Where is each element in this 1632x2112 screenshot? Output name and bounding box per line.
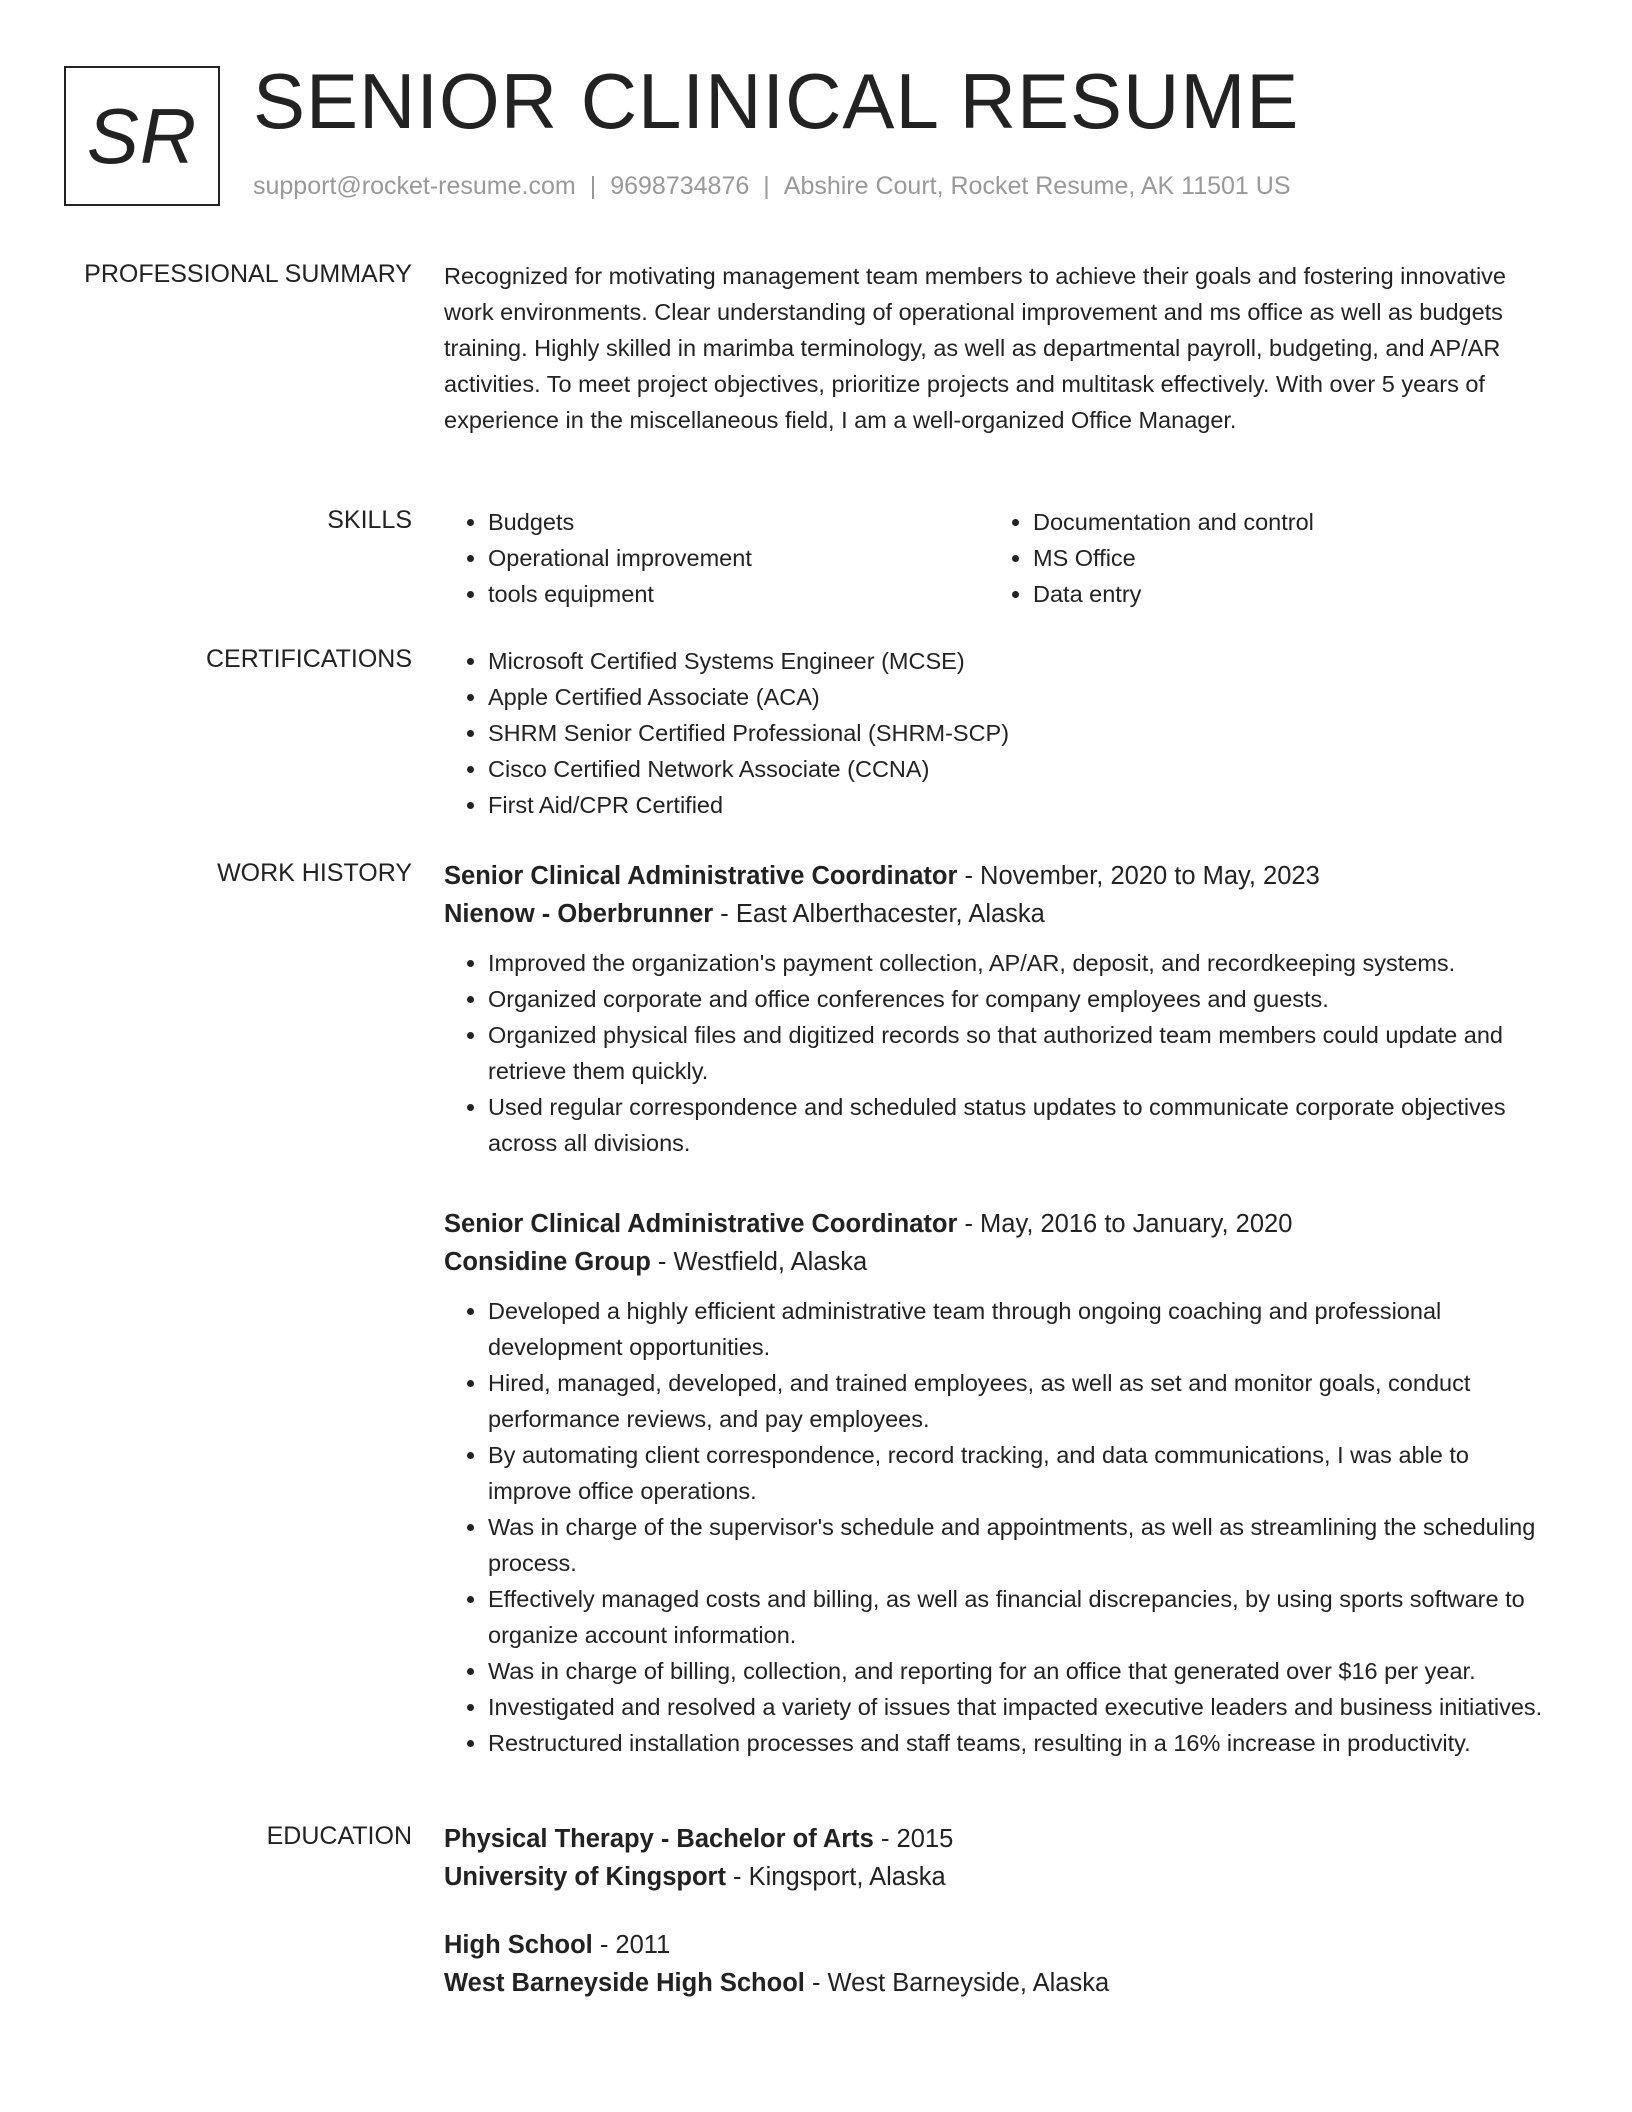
certification-item: • SHRM Senior Certified Professional (SHRM-SCP) [488,715,1559,751]
job-location: - East Alberthacester, Alaska [713,900,1045,928]
education-degree: High School [444,1931,593,1959]
education-school-line [444,1858,1559,1896]
job-bullet: • Improved the organization's payment collection, AP/AR, deposit, and recordkeeping systems. [488,945,1559,981]
certification-item: • Cisco Certified Network Associate (CCNA) [488,751,1559,787]
contact-separator: | [589,172,597,200]
education-body [444,1820,1559,2002]
education-degree-line [444,1926,1559,1964]
job-title-line [444,1205,1559,1243]
job-bullet: • Was in charge of the supervisor's schedule and appointments, as well as streamlining the scheduling process. [488,1509,1559,1581]
section-label-certifications: CERTIFICATIONS [205,645,412,673]
skills-body [444,504,1559,612]
education-entry [444,1926,1559,2002]
skill-item: • MS Office [1033,540,1534,576]
job-title-line [444,857,1559,895]
job-dates: - November, 2020 to May, 2023 [957,862,1320,890]
job-title: Senior Clinical Administrative Coordinator [444,862,958,890]
certification-item: • First Aid/CPR Certified [488,787,1559,823]
resume-title: SENIOR CLINICAL RESUME [253,57,1300,145]
certification-item: • Apple Certified Associate (ACA) [488,679,1559,715]
job-location: - Westfield, Alaska [650,1248,868,1276]
contact-phone[interactable]: 9698734876 [610,172,750,200]
job-company-line [444,1243,1559,1281]
job-company-line [444,895,1559,933]
education-location: - West Barneyside, Alaska [804,1969,1110,1997]
skills-column-2 [989,504,1534,612]
contact-address: Abshire Court, Rocket Resume, AK 11501 US [783,172,1291,200]
job-bullet: • By automating client correspondence, record tracking, and data communications, I was able to improve office operations. [488,1437,1559,1509]
section-label-skills: SKILLS [327,506,412,534]
skill-item: • Data entry [1033,576,1534,612]
contact-separator: | [763,172,770,200]
contact-email[interactable]: support@rocket-resume.com [253,172,576,200]
education-year: - 2015 [873,1825,954,1853]
job-bullet: • Was in charge of billing, collection, and reporting for an office that generated over $16 per year. [488,1653,1559,1689]
education-location: - Kingsport, Alaska [725,1863,946,1891]
education-entry [444,1820,1559,1896]
job-title: Senior Clinical Administrative Coordinator [444,1210,958,1238]
job-dates: - May, 2016 to January, 2020 [957,1210,1293,1238]
education-year: - 2011 [592,1931,671,1959]
education-degree: Physical Therapy - Bachelor of Arts [444,1825,874,1853]
certifications-body [444,643,1559,823]
work-history-body [444,857,1559,1761]
skill-item: • Budgets [488,504,989,540]
section-label-education: EDUCATION [266,1822,412,1850]
job-bullet: • Developed a highly efficient administrative team through ongoing coaching and professional development opportunities. [488,1293,1559,1365]
contact-line [253,172,1291,201]
education-school-line [444,1964,1559,2002]
job-bullet: • Investigated and resolved a variety of issues that impacted executive leaders and business initiatives. [488,1689,1559,1725]
job-bullet: • Organized physical files and digitized records so that authorized team members could update and retrieve them quickly. [488,1017,1559,1089]
job-bullet: • Organized corporate and office conferences for company employees and guests. [488,981,1559,1017]
job-bullet: • Hired, managed, developed, and trained employees, as well as set and monitor goals, conduct performance reviews, and pay employees. [488,1365,1559,1437]
job-bullet-list [444,1293,1559,1761]
summary-body [444,258,1559,438]
section-label-summary: PROFESSIONAL SUMMARY [84,260,412,288]
skill-item: • tools equipment [488,576,989,612]
skill-item: • Documentation and control [1033,504,1534,540]
education-school: West Barneyside High School [444,1969,805,1997]
monogram-text: SR [86,91,198,180]
summary-text: Recognized for motivating management team members to achieve their goals and fostering innovative work environments. Clear understanding of operational improvement and ms office as well as budgets training. Highly skilled in marimba terminology, as well as departmental payroll, budgeting, and AP/AR activities. To meet project objectives, prioritize projects and multitask effectively. With over 5 years of experience in the miscellaneous field, I am a well-organized Office Manager. [444,263,1506,433]
certifications-list [444,643,1559,823]
job-company: Considine Group [444,1248,651,1276]
skill-item: • Operational improvement [488,540,989,576]
education-school: University of Kingsport [444,1863,726,1891]
skills-column-1 [444,504,989,612]
job-company: Nienow - Oberbrunner [444,900,714,928]
job-bullet-list [444,945,1559,1161]
monogram-logo [64,66,220,206]
job-bullet: • Effectively managed costs and billing, as well as financial discrepancies, by using sports software to organize account information. [488,1581,1559,1653]
education-degree-line [444,1820,1559,1858]
certification-item: • Microsoft Certified Systems Engineer (MCSE) [488,643,1559,679]
job-entry [444,857,1559,1161]
section-label-work-history: WORK HISTORY [217,859,412,887]
job-bullet: • Restructured installation processes and staff teams, resulting in a 16% increase in productivity. [488,1725,1559,1761]
job-entry [444,1205,1559,1761]
job-bullet: • Used regular correspondence and scheduled status updates to communicate corporate objectives across all divisions. [488,1089,1559,1161]
